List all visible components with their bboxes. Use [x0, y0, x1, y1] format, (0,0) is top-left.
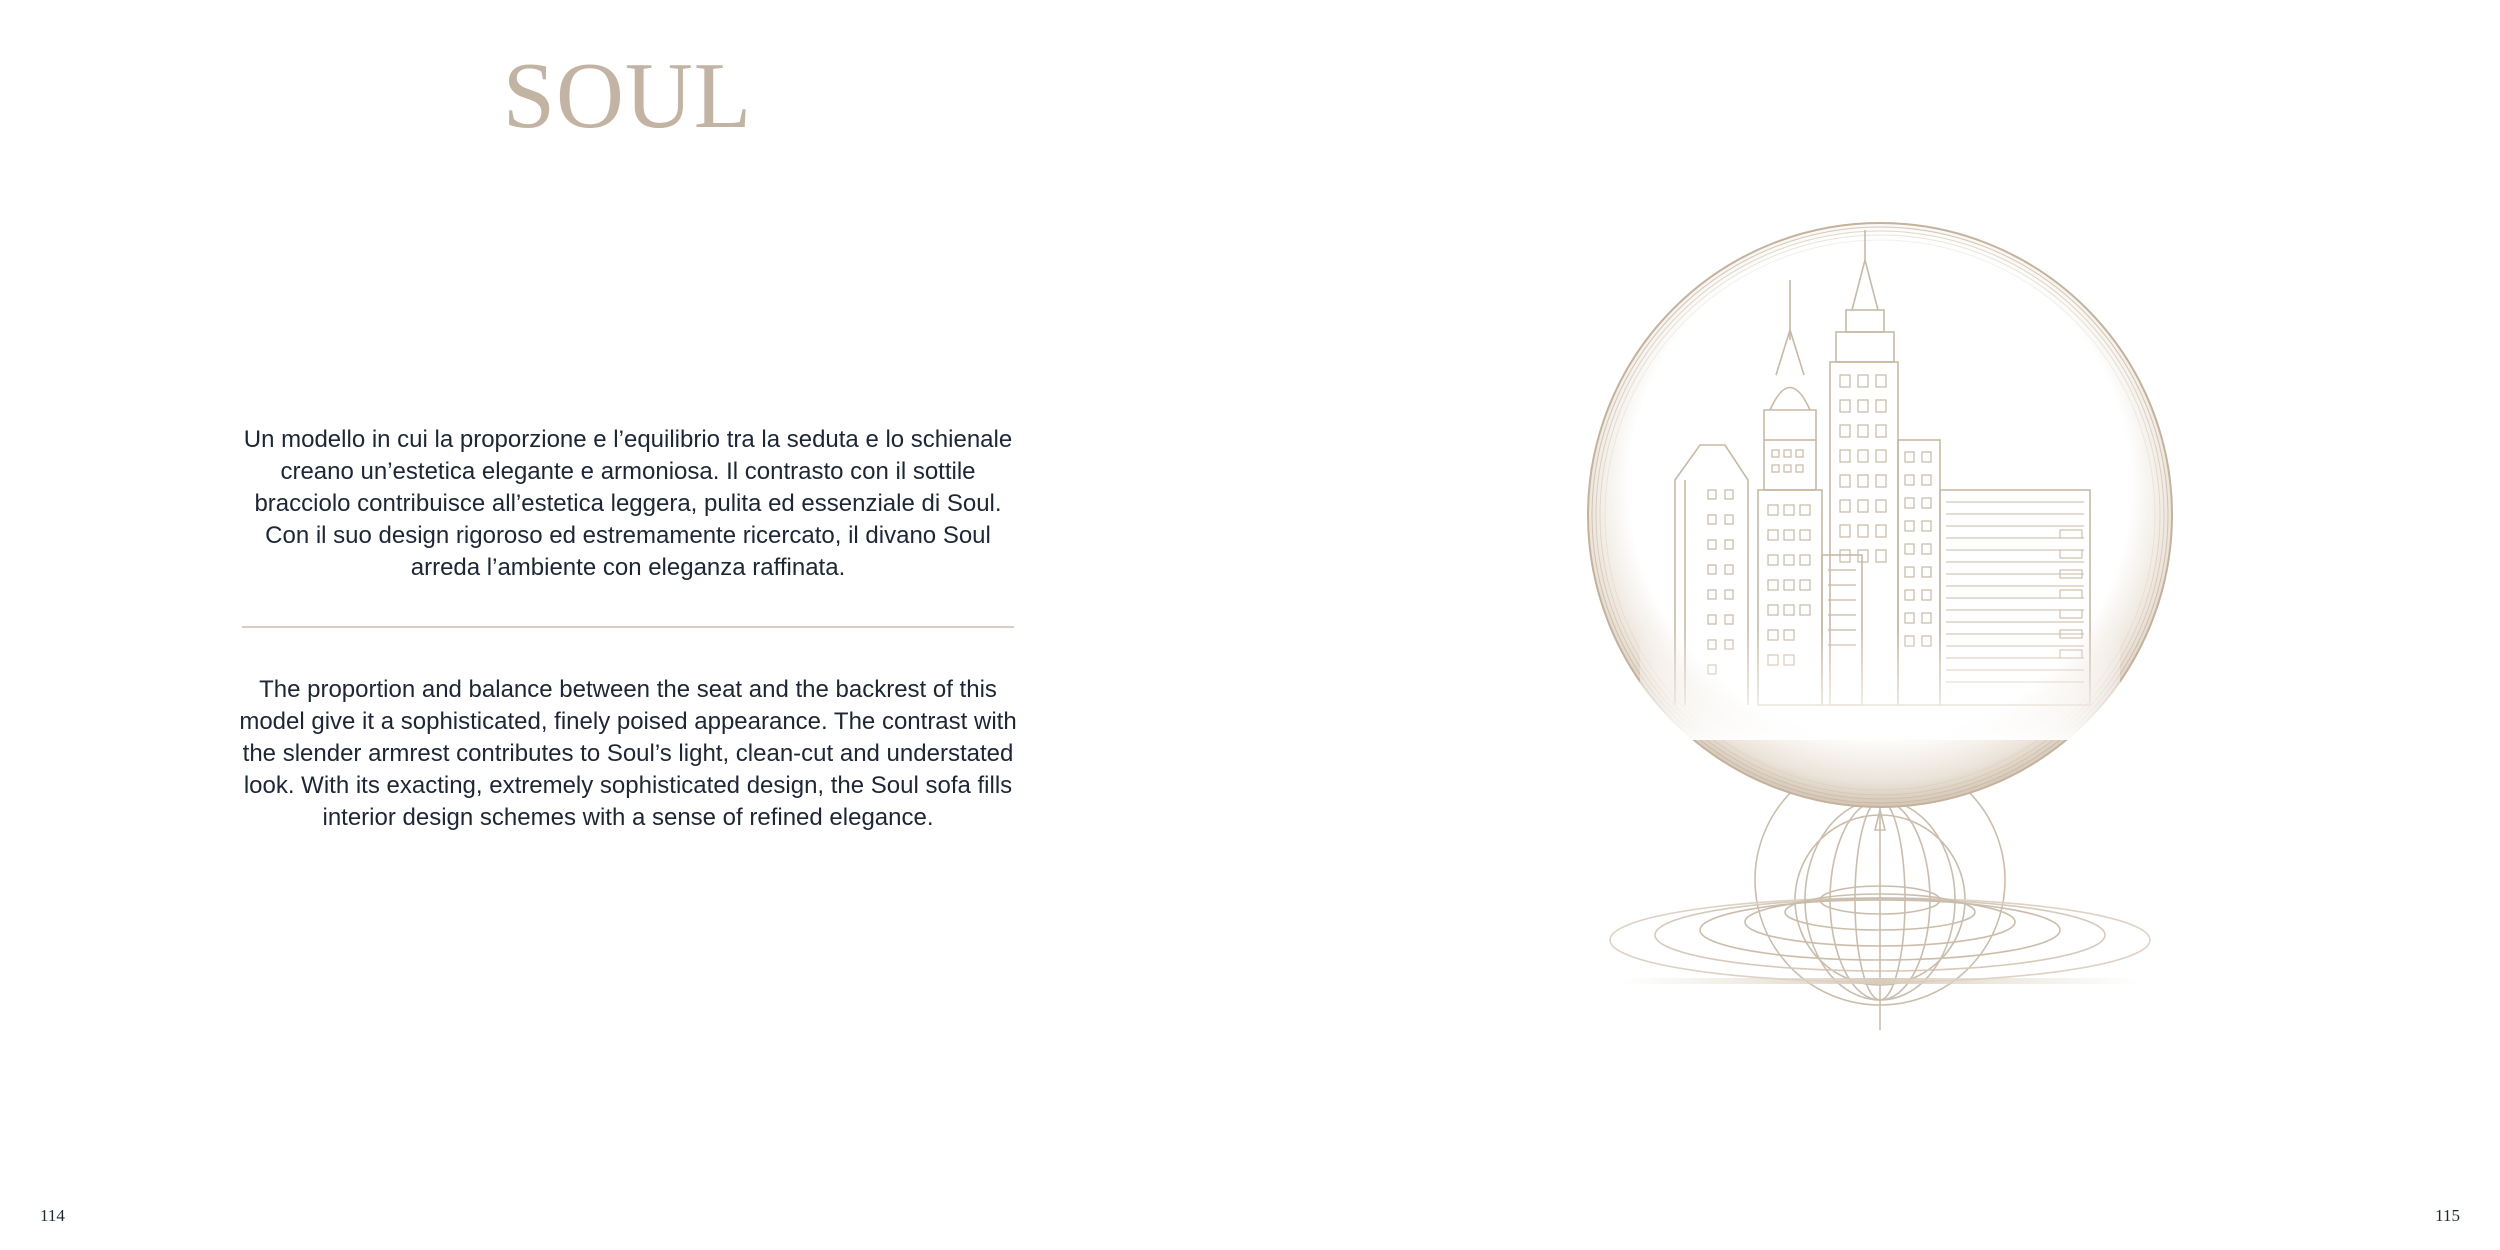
description-english: The proportion and balance between the seat and the backrest of this model give it a sophisticated, finely poised appearance. The contrast with the slender armrest contributes to Soul’s light, clean-cut and understated look. With its exacting, extremely sophisticated design, the Soul sofa fills interior design schemes with a sense of refined elegance. — [239, 676, 1017, 831]
product-title: SOUL — [502, 44, 753, 148]
page-number-left: 114 — [40, 1206, 65, 1225]
description-italian: Un modello in cui la proporzione e l’equilibrio tra la seduta e lo schienale creano un’estetica elegante e armoniosa. Il contrasto con il sottile bracciolo contribuisce all’estetica leggera, pulita ed essenziale di Soul. Con il suo design rigoroso ed estremamente ricercato, il divano Soul arreda l’ambiente con eleganza raffinata. — [243, 426, 1013, 581]
crystal-ball-skyline-illustration — [1580, 200, 2180, 1050]
section-divider — [242, 626, 1014, 628]
page-number-right: 115 — [2435, 1206, 2460, 1225]
